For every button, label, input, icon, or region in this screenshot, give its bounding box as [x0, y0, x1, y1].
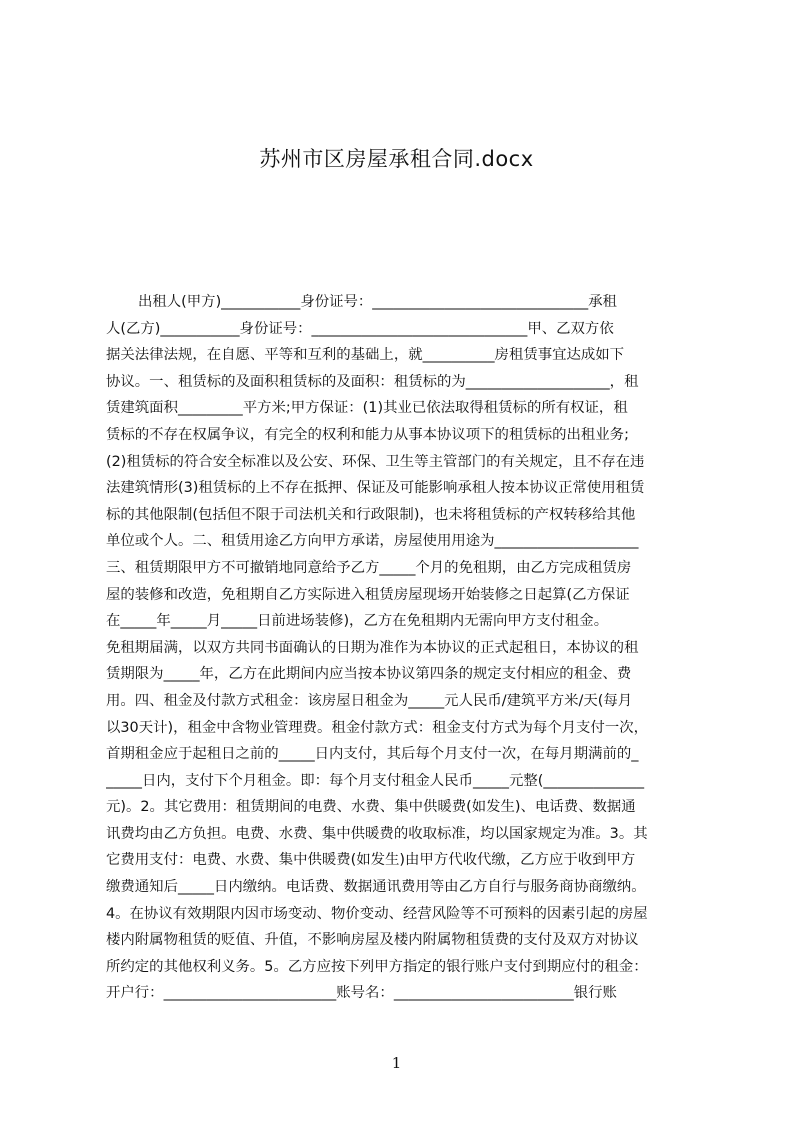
text-line: 楼内附属物租赁的贬值、升值，不影响房屋及楼内附属物租赁费的支付及双方对协议: [106, 932, 639, 949]
text-line: 讯费均由乙方负担。电费、水费、集中供暖费的收取标准，均以国家规定为准。3。其: [106, 825, 648, 842]
text-line: 人(乙方)___________身份证号：______________________________甲、乙双方依: [106, 320, 614, 337]
text-line: 法建筑情形(3)租赁标的上不存在抵押、保证及可能影响承租人按本协议正常使用租赁: [106, 480, 645, 497]
text-line: 三、租赁期限甲方不可撤销地同意给予乙方_____个月的免租期，由乙方完成租赁房: [106, 559, 632, 576]
text-line: 据关法律法规，在自愿、平等和互利的基础上，就__________房租赁事宜达成如下: [106, 347, 625, 364]
text-line: 元)。2。其它费用：租赁期间的电费、水费、集中供暖费(如发生)、电话费、数据通: [106, 799, 636, 816]
text-line: (2)租赁标的符合安全标准以及公安、环保、卫生等主管部门的有关规定，且不存在违: [106, 453, 645, 470]
document-title: 苏州市区房屋承租合同.docx: [259, 147, 534, 171]
text-line: 协议。一、租赁标的及面积租赁标的及面积：租赁标的为____________________，租: [106, 373, 639, 390]
contract-body: [106, 289, 698, 1007]
text-line: 开户行：________________________账号名：_________________________银行账: [106, 985, 617, 1002]
text-line: 标的其他限制(包括但不限于司法机关和行政限制)，也未将租赁标的产权转移给其他: [106, 506, 636, 523]
page-number: 1: [391, 1054, 402, 1072]
text-line: 屋的装修和改造，免租期自乙方实际进入租赁房屋现场开始装修之日起算(乙方保证: [106, 586, 630, 603]
text-line: 4。在协议有效期限内因市场变动、物价变动、经营风险等不可预料的因素引起的房屋: [106, 905, 648, 922]
text-line: 免租期届满，以双方共同书面确认的日期为准作为本协议的正式起租日，本协议的租: [106, 639, 639, 656]
text-line: 出租人(甲方)___________身份证号：______________________________承租: [138, 294, 617, 310]
text-line: 用。四、租金及付款方式租金：该房屋日租金为_____元人民币/建筑平方米/天(每月: [106, 692, 633, 709]
text-line: 在_____年_____月_____日前进场装修)，乙方在免租期内无需向甲方支付租金。: [106, 613, 609, 630]
text-line: 赁期限为_____年，乙方在此期间内应当按本协议第四条的规定支付相应的租金、费: [106, 666, 632, 683]
text-line: _____日内，支付下个月租金。即：每个月支付租金人民币_____元整(______________: [106, 772, 645, 789]
text-line: 以30天计)，租金中含物业管理费。租金付款方式：租金支付方式为每个月支付一次，: [106, 719, 648, 736]
text-line: 首期租金应于起租日之前的_____日内支付，其后每个月支付一次，在每月期满前的_: [106, 746, 639, 763]
text-line: 单位或个人。二、租赁用途乙方向甲方承诺，房屋使用用途为____________________: [106, 533, 639, 550]
text-line: 所约定的其他权利义务。5。乙方应按下列甲方指定的银行账户支付到期应付的租金：: [106, 958, 648, 975]
text-line: 它费用支付：电费、水费、集中供暖费(如发生)由甲方代收代缴，乙方应于收到甲方: [106, 852, 636, 869]
text-line: 缴费通知后_____日内缴纳。电话费、数据通讯费用等由乙方自行与服务商协商缴纳。: [106, 879, 646, 896]
text-line: 赁建筑面积_________平方米;甲方保证：(1)其业已依法取得租赁标的所有权证，租: [106, 400, 628, 417]
text-line: 赁标的不存在权属争议，有完全的权利和能力从事本协议项下的租赁标的出租业务;: [106, 426, 629, 443]
